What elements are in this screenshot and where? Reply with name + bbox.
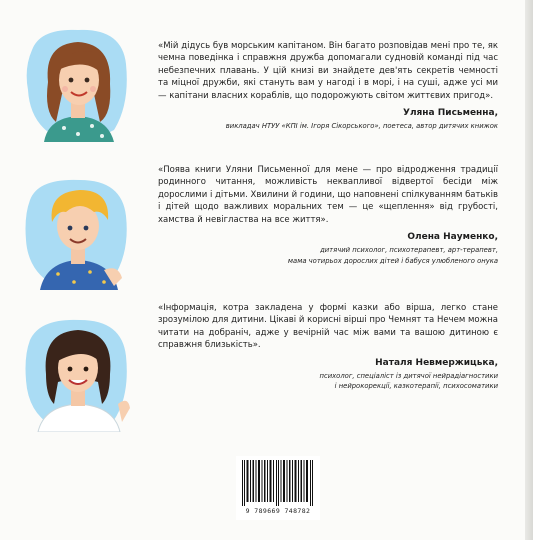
quote-author-role: дитячий психолог, психотерапевт, арт-терапевт, bbox=[320, 246, 498, 255]
portrait-woman-dark-hair bbox=[18, 312, 138, 432]
quote-text: «Мій дідусь був морським капітаном. Він багато розповідав мені про те, як чемна поведінка і справжня дружба допомагали судновій команді під час небезпечних плавань. У цій книзі ви знайдете дев'ять секретів чемності та міцної дружби, які стануть вам у нагоді і в морі, і на суші, адже усі ми — капітани власних кораблів, що подорожують світом життєвих пригод». bbox=[158, 41, 498, 101]
testimonial-3 bbox=[158, 302, 498, 392]
quote-author-role: викладач НТУУ «КПІ ім. Ігоря Сікорського», поетеса, автор дитячих книжок bbox=[225, 122, 498, 131]
quote-author-role: психолог, спеціаліст із дитячої нейрадіагностики bbox=[319, 371, 498, 380]
quote-author: Наталя Невмержицька, bbox=[375, 357, 498, 368]
quote-author: Уляна Письменна, bbox=[403, 108, 498, 119]
testimonial-2 bbox=[158, 164, 498, 266]
book-spine-edge bbox=[525, 0, 533, 540]
testimonial-1 bbox=[158, 40, 498, 132]
quote-author-role: мама чотирьох дорослих дітей і бабуся улюбленого онука bbox=[287, 256, 498, 265]
quote-author: Олена Науменко, bbox=[407, 232, 498, 243]
barcode-number: 9 789669 748782 bbox=[245, 507, 311, 515]
isbn-barcode bbox=[236, 456, 320, 520]
portrait-woman-brown-hair bbox=[18, 22, 138, 142]
quote-author-role: і нейрокорекції, казкотерапії, психосоматики bbox=[334, 382, 498, 391]
quote-text: «Поява книги Уляни Письменної для мене — про відродження традиції родинного читання, можливість неквапливої відвертої бесіди між дорослими і дітьми. Хвилини й години, що наповнені спілкуванням батьків і дітей щодо важливих моральних тем — це «щеплення» від грубості, хамства й невігластва на все життя». bbox=[158, 165, 498, 225]
portrait-man-blond-hair bbox=[18, 170, 138, 290]
quote-text: «Інформація, котра закладена у формі казки або вірша, легко стане зрозумілою для дитини. Цікаві й корисні вірші про Чемнят та Нечем можна читати на добраніч, адже у вечірній час між вами та вашою дитиною є справжня близькість». bbox=[158, 303, 498, 351]
barcode-bars bbox=[240, 460, 316, 506]
